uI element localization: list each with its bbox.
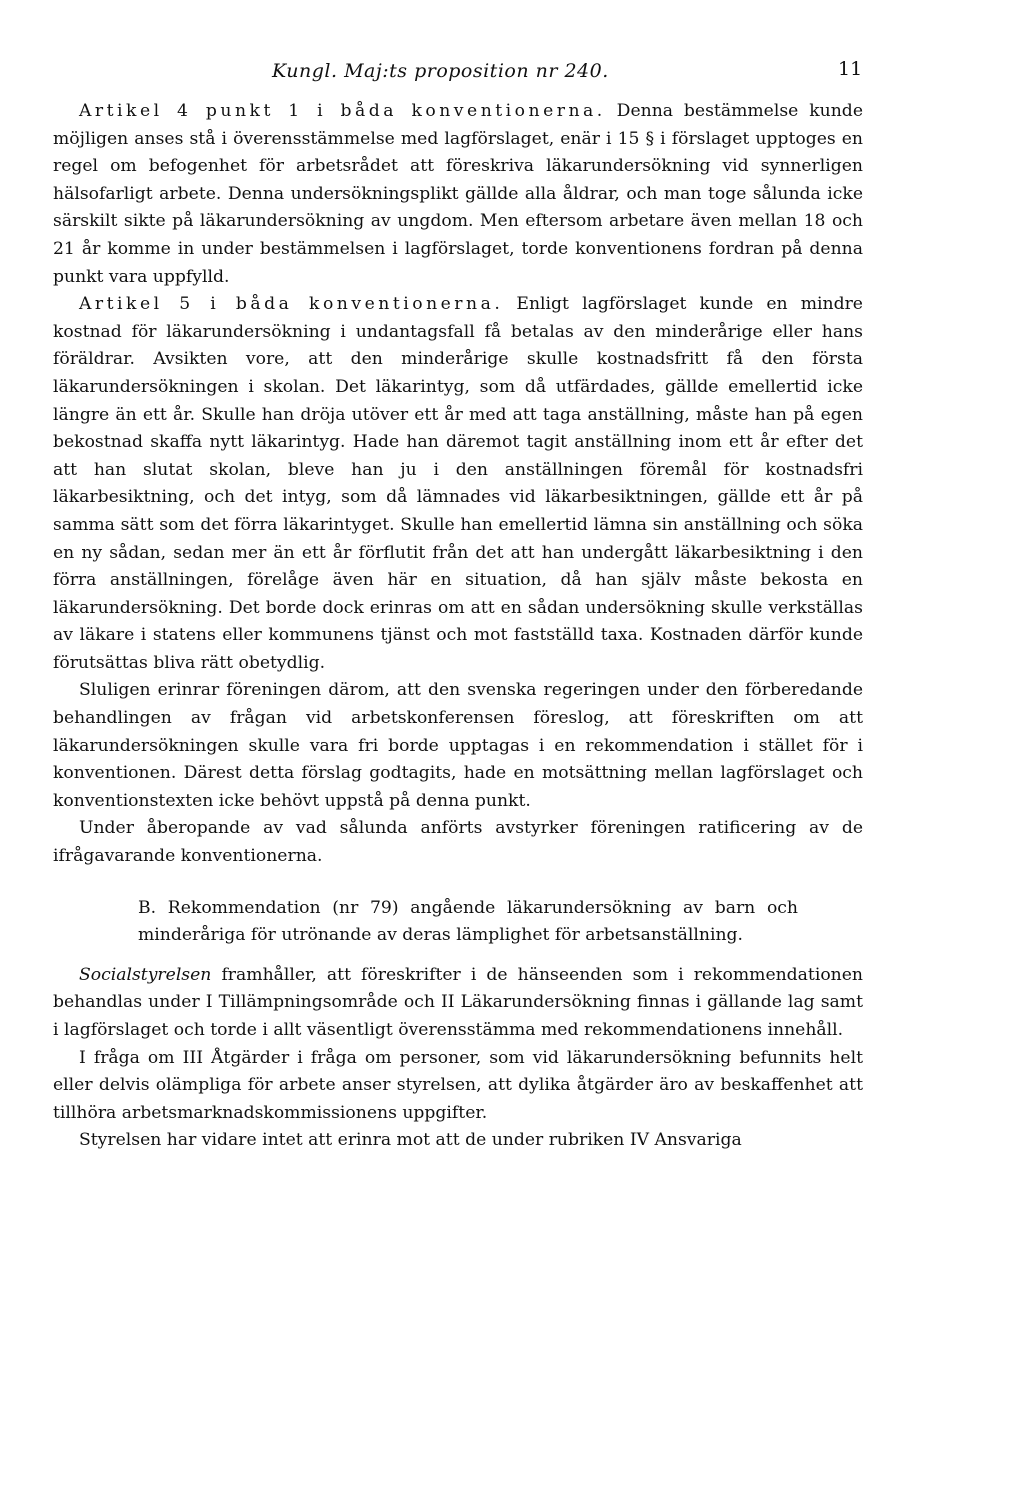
paragraph-sluligen: Sluligen erinrar föreningen därom, att den svenska regeringen under den förberedande behandlingen av frågan vid arbetskonferensen föreslog, att föreskriften om att läkarundersökningen skulle vara fri borde upptagas i en rekommendation i stället för i konventionen. Därest detta förslag godtagits, hade en motsättning mellan lagförslaget och konventionstexten icke behövt uppstå på denna punkt. <box>53 680 863 811</box>
document-body <box>53 98 863 1155</box>
paragraph-under-aberopande: Under åberopande av vad sålunda anförts avstyrker föreningen ratificering av de ifrågavarande konventionerna. <box>53 818 863 867</box>
paragraph-artikel-4 <box>53 98 863 291</box>
paragraph-styrelsen: Styrelsen har vidare intet att erinra mot att de under rubriken IV Ansvariga <box>79 1130 742 1151</box>
paragraph-text: Denna bestämmelse kunde möjligen anses stå i överensstämmelse med lagförslaget, enär i 15 § i förslaget upptoges en regel om befogenhet för arbetsrådet att föreskriva läkarundersökning vid synnerligen hälsofarligt arbete. Denna undersökningsplikt gällde alla åldrar, och man toge sålunda icke särskilt sikte på läkarundersökning av ungdom. Men eftersom arbetare även mellan 18 och 21 år komme in under bestämmelsen i lagförslaget, torde konventionens fordran på denna punkt vara uppfylld. <box>53 101 863 287</box>
page-header <box>0 52 1024 92</box>
agency-name: Socialstyrelsen <box>79 964 212 985</box>
paragraph-i-fraga-om: I fråga om III Åtgärder i fråga om personer, som vid läkarundersökning befunnits helt eller delvis olämpliga för arbete anser styrelsen, att dylika åtgärder äro av beskaffenhet att tillhöra arbetsmarknadskommissionens uppgifter. <box>53 1047 863 1123</box>
section-heading-b: B. Rekommendation (nr 79) angående läkarundersökning av barn och minderåriga för utrönande av deras lämplighet för arbetsanställning. <box>138 897 798 946</box>
paragraph-text: Enligt lagförslaget kunde en mindre kostnad för läkarundersökning i undantagsfall få betalas av den minderårige eller hans föräldrar. Avsikten vore, att den minderårige skulle kostnadsfritt få den första läkarundersökningen i skolan. Det läkarintyg, som då utfärdades, gällde emellertid icke längre än ett år. Skulle han dröja utöver ett år med att taga anställning, måste han på egen bekostnad skaffa nytt läkarintyg. Hade han däremot tagit anställning inom ett år efter det att han slutat skolan, bleve han ju i den anställningen föremål för kostnadsfri läkarbesiktning, och det intyg, som då lämnades vid läkarbesiktningen, gällde ett år på samma sätt som det förra läkarintyget. Skulle han emellertid lämna sin anställning och söka en ny sådan, sedan mer än ett år förflutit från det att han undergått läkarbesiktning i den förra anställningen, förelåge även här en situation, då han själv måste bekosta en läkarundersökning. Det borde dock erinras om att en sådan undersökning skulle verkställas av läkare i statens eller kommunens tjänst och mot fastställd taxa. Kostnaden därför kunde förutsättas bliva rätt obetydlig. <box>53 294 863 673</box>
section-label-artikel-4: Artikel 4 punkt 1 i båda konventionerna. <box>79 101 606 121</box>
page-number: 11 <box>838 58 863 80</box>
paragraph-text: framhåller, att föreskrifter i de hänseenden som i rekommendationen behandlas under I Tillämpningsområde och II Läkarundersökning finnas i gällande lag samt i lagförslaget och torde i allt väsentligt överensstämma med rekommendationens innehåll. <box>53 964 863 1040</box>
paragraph-socialstyrelsen <box>53 962 863 1045</box>
paragraph-artikel-5 <box>53 291 863 677</box>
section-label-artikel-5: Artikel 5 i båda konventionerna. <box>79 294 504 315</box>
running-title: Kungl. Maj:ts proposition nr 240. <box>272 60 609 82</box>
